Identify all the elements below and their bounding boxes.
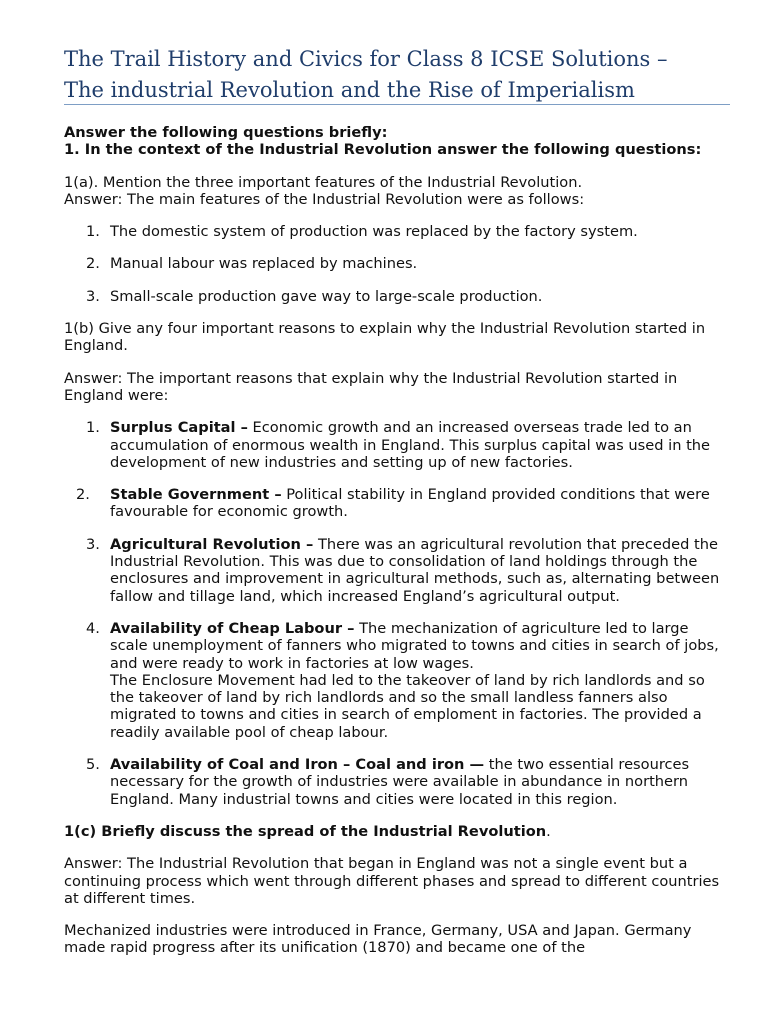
list-number: 4. [86, 619, 100, 637]
question-1a: 1(a). Mention the three important features of the Industrial Revolution. [64, 173, 583, 191]
reasons-list [64, 419, 730, 808]
list-item [64, 255, 730, 272]
page-title [64, 44, 744, 106]
list-item-term: Stable Government – [110, 486, 282, 504]
list-number: 1. [86, 223, 100, 241]
list-number: 3. [86, 535, 100, 553]
list-item-text: Political stability in England provided conditions that were favourable for economic growth. [110, 486, 710, 521]
answer-1b-intro: Answer: The important reasons that explain why the Industrial Revolution started in England were: [64, 369, 678, 404]
list-item-extra-text: The Enclosure Movement had led to the takeover of land by rich landlords and so the takeover of land by rich landlords and so the small landless fanners also migrated to towns and cities in search of emploment in factories. The provided a readily available pool of cheap labour. [110, 671, 705, 741]
list-number: 2. [76, 486, 90, 504]
list-item-text: the two essential resources necessary for the growth of industries were available in abundance in northern England. Many industrial towns and cities were located in this region. [110, 756, 690, 808]
answer-1c-paragraph-2: Mechanized industries were introduced in France, Germany, USA and Japan. Germany made rapid progress after its unification (1870) and became one of the [64, 922, 692, 957]
title-divider [64, 104, 730, 105]
list-item-text: Manual labour was replaced by machines. [110, 255, 418, 273]
question-1c [64, 823, 730, 840]
question-1c-end: . [546, 822, 551, 840]
list-number: 5. [86, 756, 100, 774]
features-list [64, 223, 730, 305]
list-item-term: Availability of Cheap Labour – [110, 619, 355, 637]
list-item-term: Agricultural Revolution – [110, 535, 314, 553]
list-item [64, 223, 730, 240]
question-1c-text: 1(c) Briefly discuss the spread of the Industrial Revolution [64, 822, 547, 840]
answer-1c: Answer: The Industrial Revolution that began in England was not a single event but a continuing process which went through different phases and spread to different countries at different times. [64, 855, 720, 907]
section-heading: Answer the following questions briefly: [64, 124, 388, 141]
list-item-text: Economic growth and an increased overseas trade led to an accumulation of enormous wealth in England. This surplus capital was used in the development of new industries and setting up of new factories. [110, 419, 711, 471]
list-item [64, 419, 730, 471]
list-item-text: The mechanization of agriculture led to large scale unemployment of fanners who migrated to towns and cities in search of jobs, and were ready to work in factories at low wages. [110, 619, 719, 672]
list-item-term: Availability of Coal and Iron – Coal and iron — [110, 756, 485, 774]
title-line-2: The industrial Revolution and the Rise of Imperialism [64, 78, 635, 102]
list-item [64, 620, 730, 741]
list-item [64, 536, 730, 605]
document-body [64, 124, 730, 957]
list-item [64, 486, 730, 521]
question-1b: 1(b) Give any four important reasons to explain why the Industrial Revolution started in England. [64, 320, 706, 355]
list-number: 1. [86, 419, 100, 437]
list-item-text: There was an agricultural revolution that preceded the Industrial Revolution. This was due to consolidation of land holdings through the enclosures and improvement in agricultural methods, such as, alternating between fallow and tillage land, which increased England’s agricultural output. [110, 535, 720, 605]
list-item [64, 756, 730, 808]
list-item-text: The domestic system of production was replaced by the factory system. [110, 223, 638, 241]
list-item-term: Surplus Capital – [110, 419, 248, 437]
list-number: 3. [86, 287, 100, 305]
question-1-heading: 1. In the context of the Industrial Revolution answer the following questions: [64, 141, 702, 159]
list-item [64, 288, 730, 305]
title-line-1: The Trail History and Civics for Class 8 ICSE Solutions – [64, 47, 668, 71]
list-item-text: Small-scale production gave way to large-scale production. [110, 287, 543, 305]
answer-1a-intro: Answer: The main features of the Industrial Revolution were as follows: [64, 190, 585, 208]
list-number: 2. [86, 255, 100, 273]
